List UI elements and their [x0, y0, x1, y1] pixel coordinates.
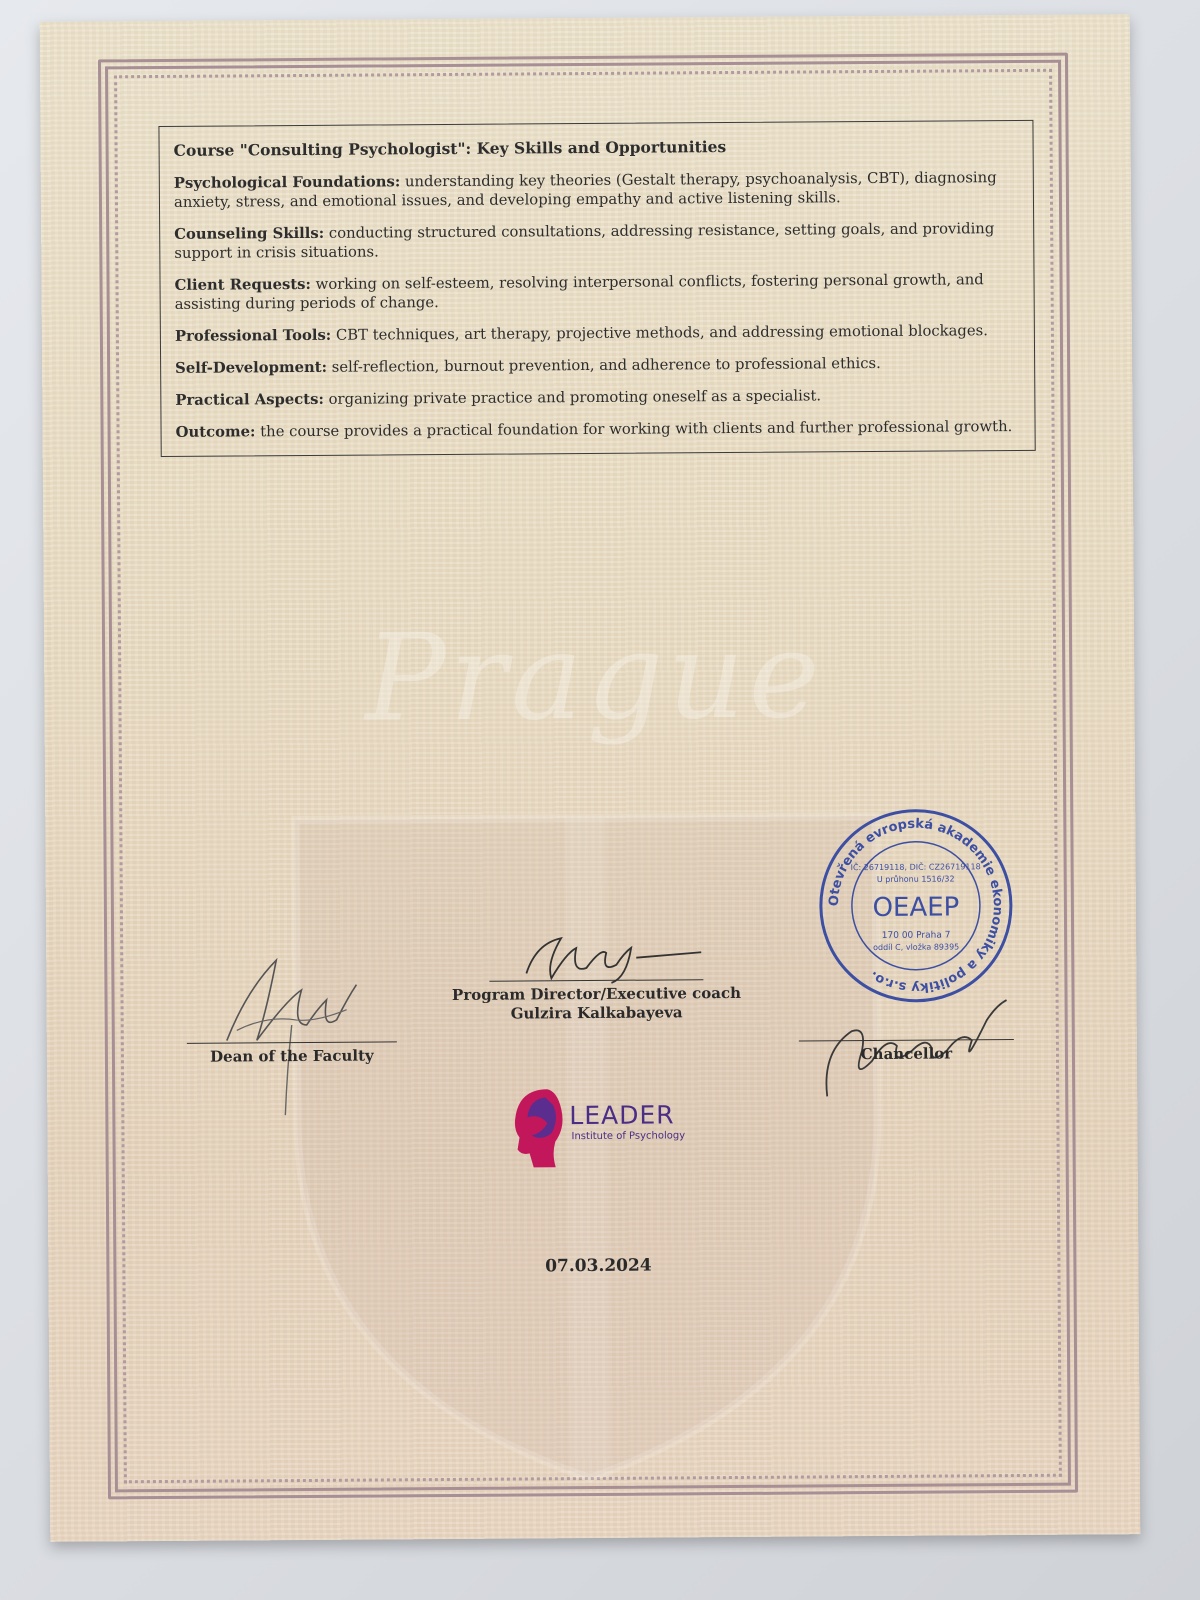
prague-watermark: Prague — [364, 606, 825, 749]
director-name: Gulzira Kalkabayeva — [510, 1003, 683, 1023]
chancellor-signature-line — [799, 1039, 1014, 1042]
course-section — [176, 417, 1021, 442]
logo-title: LEADER — [569, 1100, 675, 1131]
director-role: Program Director/Executive coach — [451, 983, 742, 1004]
dean-title: Dean of the Faculty — [210, 1046, 374, 1066]
course-section — [174, 270, 1019, 314]
course-section-lead: Professional Tools: — [174, 326, 332, 345]
leader-logo — [507, 1082, 708, 1173]
course-section-text: organizing private practice and promoting oneself as a specialist. — [323, 387, 822, 408]
seal-line-1: IČ: 26719118, DIČ: CZ26719118 — [850, 862, 981, 873]
issue-date: 07.03.2024 — [545, 1255, 652, 1277]
course-section-text: the course provides a practical foundation for working with clients and further professional growth. — [255, 418, 1013, 441]
course-section — [175, 353, 1020, 378]
seal-line-4: oddíl C, vložka 89395 — [873, 942, 960, 953]
seal-line-3: 170 00 Praha 7 — [881, 930, 951, 941]
course-section — [174, 168, 1019, 212]
course-section — [175, 321, 1020, 346]
course-section — [175, 385, 1020, 410]
chancellor-title: Chancellor — [860, 1044, 953, 1064]
seal-line-2: U průhonu 1516/32 — [876, 874, 955, 884]
dean-signature-block — [187, 1041, 397, 1066]
course-sections — [174, 168, 1021, 442]
course-section-lead: Counseling Skills: — [174, 224, 325, 243]
course-description-box — [158, 120, 1035, 457]
course-section-text: working on self-esteem, resolving interpersonal conflicts, fostering personal growth, and assisting during periods of change. — [174, 271, 984, 313]
course-section-lead: Practical Aspects: — [175, 390, 324, 409]
seal-ring-text: Otevřená evropská akademie ekonomiky a politiky s.r.o. — [826, 816, 1006, 995]
director-signature-block — [441, 979, 751, 1024]
certificate-sheet — [40, 14, 1141, 1542]
course-section — [174, 219, 1019, 263]
logo-subtitle: Institute of Psychology — [571, 1130, 686, 1143]
director-signature-line — [489, 979, 703, 981]
course-section-text: self-reflection, burnout prevention, and adherence to professional ethics. — [326, 354, 881, 376]
course-section-text: understanding key theories (Gestalt therapy, psychoanalysis, CBT), diagnosing anxiety, stress, and emotional issues, and developing empathy and active listening skills. — [173, 169, 997, 211]
course-section-lead: Outcome: — [175, 423, 256, 441]
academy-seal-icon — [815, 805, 1016, 1006]
seal-center-text: OEAEP — [872, 892, 960, 924]
course-section-text: CBT techniques, art therapy, projective methods, and addressing emotional blockages. — [331, 322, 988, 344]
dean-signature-icon — [206, 929, 377, 1120]
leader-head-icon — [507, 1083, 570, 1171]
dean-signature-line — [187, 1041, 397, 1043]
course-title: Course "Consulting Psychologist": Key Skills and Opportunities — [173, 137, 727, 160]
chancellor-signature-block — [799, 1039, 1014, 1065]
course-section-lead: Self-Development: — [175, 358, 328, 377]
course-section-lead: Client Requests: — [174, 275, 311, 294]
course-section-lead: Psychological Foundations: — [173, 173, 401, 192]
course-section-text: conducting structured consultations, addressing resistance, setting goals, and providing support in crisis situations. — [174, 220, 995, 262]
